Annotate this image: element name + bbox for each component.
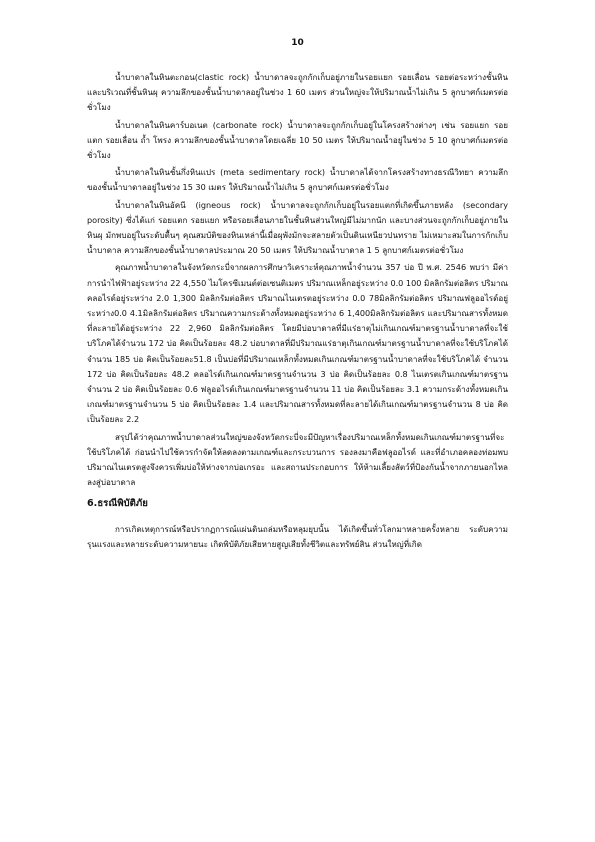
section-heading: 6.ธรณีพิบัติภัย <box>87 498 148 510</box>
paragraph-geohazard-intro: การเกิดเหตุการณ์หรือปรากฏการณ์แผ่นดินถล่มหรือหลุมยุบนั้น ได้เกิดขึ้นทั่วโลกมาหลายครั้งหลาย ระดับความรุนแรงและหลายระดับความหายนะ เกิดพิบัติภัยเสียหายสูญเสียทั้งชีวิตและทรัพย์สิน ส่วนใหญ่ที่เกิด <box>87 523 508 549</box>
document-body <box>87 70 508 552</box>
paragraph-clastic-rock: น้ำบาดาลในหินตะกอน(clastic rock) น้ำบาดาลจะถูกกักเก็บอยู่ภายในรอยแยก รอยเลื่อน รอยต่อระหว่างชั้นหิน และบริเวณที่ชั้นหินผุ ความลึกของชั้นน้ำบาดาลอยู่ในช่วง 1 60 เมตร ส่วนใหญ่จะให้ปริมาณน้ำไม่เกิน 5 ลูกบาศก์เมตรต่อชั่วโมง <box>87 72 508 113</box>
paragraph-igneous-rock: น้ำบาดาลในหินอัคนี (igneous rock) น้ำบาดาลจะถูกกักเก็บอยู่ในรอยแตกที่เกิดขึ้นภายหลัง (secondary porosity) ซึ่งได้แก่ รอยแตก รอยแยก หรือรอยเลื่อนภายในชั้นหินส่วนใหญ่มีไม่มากนัก และบางส่วนจะถูกกักเก็บอยู่ภายในหินผุ มักพบอยู่ในระดับตื้นๆ คุณสมบัติของหินเหล่านี้เมื่อผุพังมักจะสลายตัวเป็นดินเหนียวปนทราย ไม่เหมาะสมในการกักเก็บน้ำบาดาล ความลึกของชั้นน้ำบาดาลประมาณ 20 50 เมตร ให้ปริมาณน้ำบาดาล 1 5 ลูกบาศก์เมตรต่อชั่วโมง <box>87 199 508 256</box>
paragraph-water-quality: คุณภาพน้ำบาดาลในจังหวัดกระบี่จากผลการศึกษาวิเคราะห์คุณภาพน้ำจำนวน 357 บ่อ ปี พ.ศ. 2546 พบว่า มีค่าการนำไฟฟ้าอยู่ระหว่าง 22 4,550 ไมโครซีเมนต์ต่อเซนติเมตร ปริมาณเหล็กอยู่ระหว่าง 0.0 100 มิลลิกรัมต่อลิตร ปริมาณคลอไรด์อยู่ระหว่าง 2.0 1,300 มิลลิกรัมต่อลิตร ปริมาณไนเตรตอยู่ระหว่าง 0.0 78มิลลิกรัมต่อลิตร ปริมาณฟลูออไรด์อยู่ระหว่าง0.0 4.1มิลลิกรัมต่อลิตร ปริมาณความกระด้างทั้งหมดอยู่ระหว่าง 6 1,400มิลลิกรัมต่อลิตร และปริมาณสารทั้งหมดที่ละลายได้อยู่ระหว่าง 22 2,960 มิลลิกรัมต่อลิตร โดยมีบ่อบาดาลที่มีแร่ธาตุไม่เกินเกณฑ์มาตรฐานน้ำบาดาลที่จะใช้บริโภคได้จำนวน 172 บ่อ คิดเป็นร้อยละ 48.2 บ่อบาดาลที่มีปริมาณแร่ธาตุเกินเกณฑ์มาตรฐานน้ำบาดาลที่จะใช้บริโภคได้ จำนวน 185 บ่อ คิดเป็นร้อยละ51.8 เป็นบ่อที่มีปริมาณเหล็กทั้งหมดเกินเกณฑ์มาตรฐานน้ำบาดาลที่จะใช้บริโภคได้ จำนวน 172 บ่อ คิดเป็นร้อยละ 48.2 คลอไรด์เกินเกณฑ์มาตรฐานจำนวน 3 บ่อ คิดเป็นร้อยละ 0.8 ไนเตรตเกินเกณฑ์มาตรฐานจำนวน 2 บ่อ คิดเป็นร้อยละ 0.6 ฟลูออไรด์เกินเกณฑ์มาตรฐานจำนวน 11 บ่อ คิดเป็นร้อยละ 3.1 ความกระด้างทั้งหมดเกินเกณฑ์มาตรฐานจำนวน 5 บ่อ คิดเป็นร้อยละ 1.4 และปริมาณสารทั้งหมดที่ละลายได้เกินเกณฑ์มาตรฐานจำนวน 8 บ่อ คิดเป็นร้อยละ 2.2 <box>87 262 508 425</box>
paragraph-meta-sedimentary-rock: น้ำบาดาลในหินชั้นกึ่งหินแปร (meta sedimentary rock) น้ำบาดาลได้จากโครงสร้างทางธรณีวิทยา ความลึกของชั้นน้ำบาดาลอยู่ในช่วง 15 30 เมตร ให้ปริมาณน้ำไม่เกิน 5 ลูกบาศก์เมตรต่อชั่วโมง <box>87 167 508 193</box>
page-number: 10 <box>291 38 304 48</box>
paragraph-carbonate-rock: น้ำบาดาลในหินคาร์บอเนต (carbonate rock) น้ำบาดาลจะถูกกักเก็บอยู่ในโครงสร้างต่างๆ เช่น รอยแยก รอยแตก รอยเลื่อน ถ้ำ โพรง ความลึกของชั้นน้ำบาดาลโดยเฉลี่ย 10 50 เมตร ให้ปริมาณน้ำอยู่ในช่วง 5 10 ลูกบาศก์เมตรต่อชั่วโมง <box>87 119 508 161</box>
paragraph-summary: สรุปได้ว่าคุณภาพน้ำบาดาลส่วนใหญ่ของจังหวัดกระบี่จะมีปัญหาเรื่องปริมาณเหล็กทั้งหมดเกินเกณฑ์มาตรฐานที่จะใช้บริโภคได้ ก่อนนำไปใช้ควรกำจัดให้ลดลงตามเกณฑ์และกระบวนการ รองลงมาคือฟลูออไรด์ และที่อำเภอคลองท่อมพบปริมาณไนเตรตสูงจึงควรเพิ่มบ่อให้ห่างจากบ่อเกรอะ และสถานประกอบการ ให้ห้ามเลี้ยงสัตว์ที่ป้องกันน้ำจากภายนอกไหลลงสู่บ่อบาดาล <box>87 431 508 488</box>
